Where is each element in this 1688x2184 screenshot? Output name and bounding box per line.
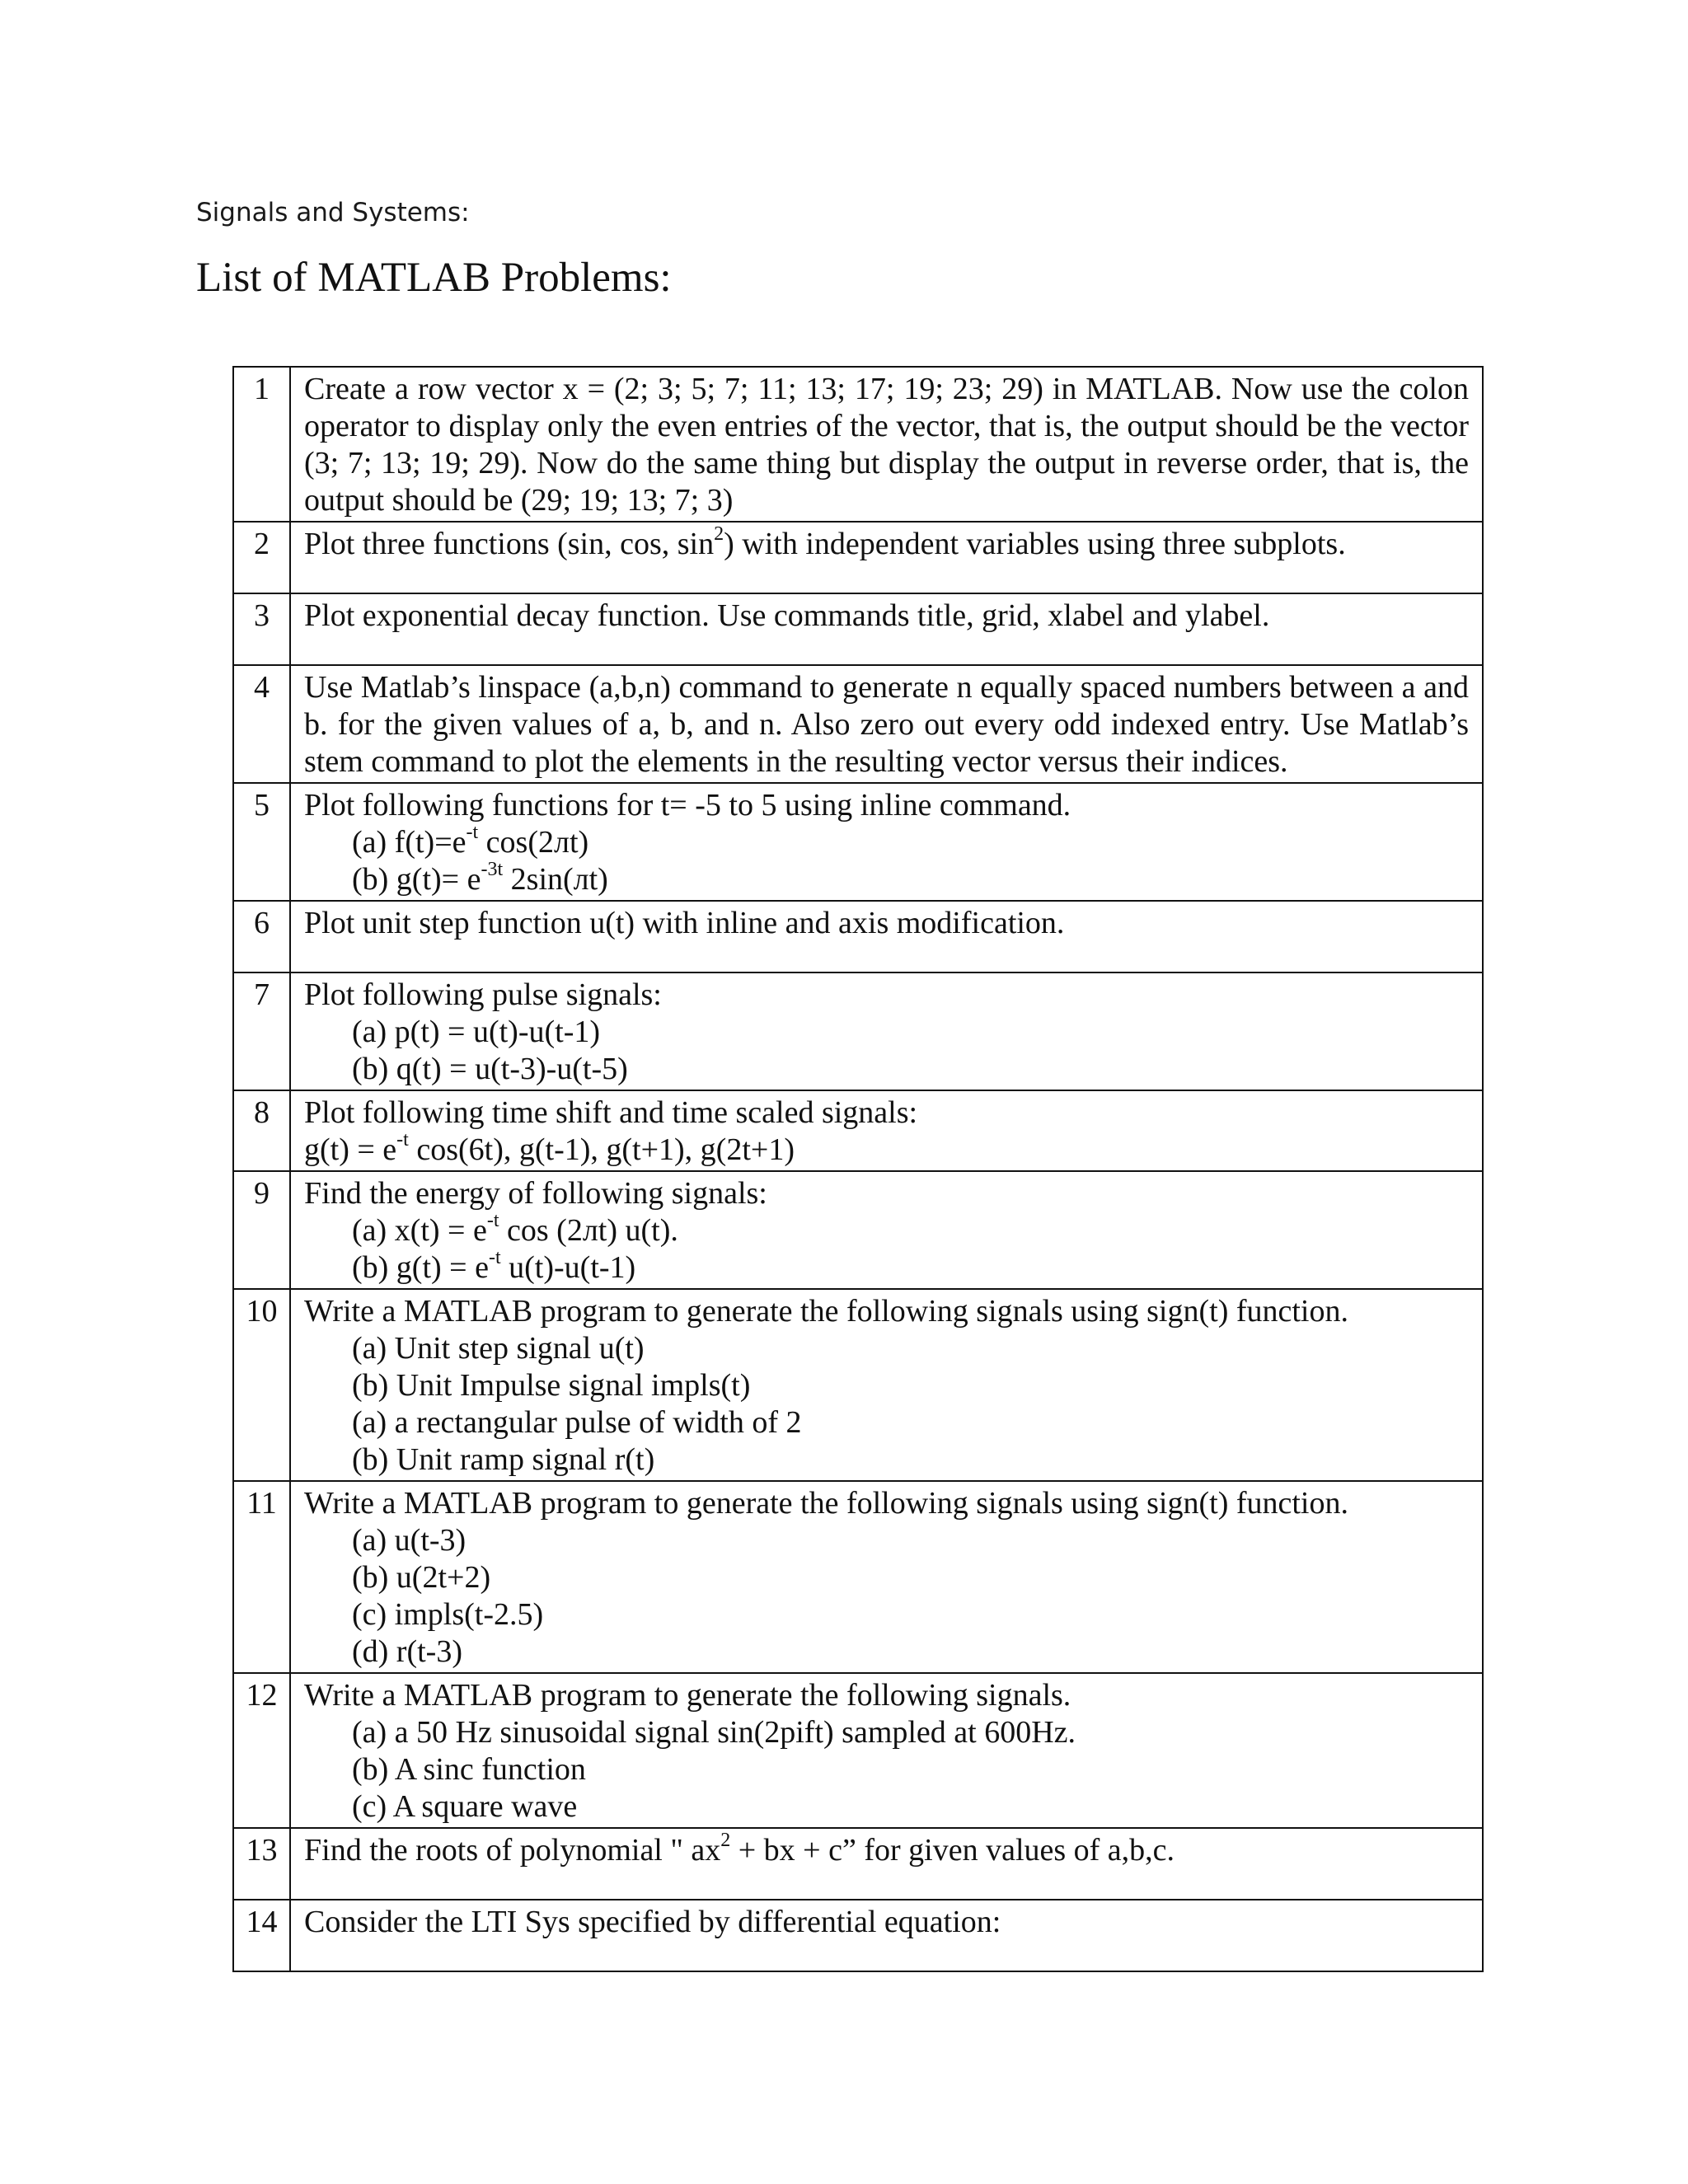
sub-item: (b) $g(t) = e^{-t}$ u(t)-u(t-1): [352, 1247, 636, 1285]
table-row: [233, 367, 1483, 522]
table-row: [233, 901, 1483, 972]
problem-text: Plot unit step function u(t) with inline and axis modification.: [290, 901, 1483, 972]
sub-item: (b) Unit Impulse signal impls(t): [352, 1368, 751, 1403]
sub-item: (a) u(t-3): [352, 1523, 467, 1558]
table-row: [233, 1673, 1483, 1828]
problem-number: 8: [233, 1090, 290, 1171]
problems-table: [232, 366, 1484, 1972]
table-row: [233, 522, 1483, 593]
problem-number: 11: [233, 1481, 290, 1673]
table-row: [233, 972, 1483, 1090]
problem-number: 10: [233, 1289, 290, 1481]
problem-number: 14: [233, 1900, 290, 1971]
table-row: [233, 665, 1483, 783]
problem-text: Plot following time shift and time scaled signals: $g(t) = e^{-t}$ cos(6t), g(t-1), g(t+1), g(2t+1): [290, 1090, 1483, 1171]
sub-item: (b) Unit ramp signal r(t): [352, 1442, 655, 1477]
problem-text: Consider the LTI Sys specified by differential equation:: [290, 1900, 1483, 1971]
problem-text: Plot following functions for t= -5 to 5 using inline command. (a) $f(t)=e^{-t}$ cos(2лt) (b) $g(t)= e^{-3t}$ 2sin(лt): [290, 783, 1483, 901]
table-row: [233, 1900, 1483, 1971]
problem-number: 7: [233, 972, 290, 1090]
sub-item: (a) Unit step signal u(t): [352, 1331, 645, 1366]
problem-text: Create a row vector x = (2; 3; 5; 7; 11; 13; 17; 19; 23; 29) in MATLAB. Now use the colon operator to display only the even entries of the vector, that is, the output should be the vector (3; 7; 13; 19; 29). Now do the same thing but display the output in reverse order, that is, the output should be (29; 19; 13; 7; 3): [290, 367, 1483, 522]
page-title: List of MATLAB Problems:: [196, 255, 672, 301]
problem-text: Write a MATLAB program to generate the following signals using sign(t) function. (a) Unit step signal u(t) (b) Unit Impulse signal impls(t) (a) a rectangular pulse of width of 2 (b) Unit ramp signal r(t): [290, 1289, 1483, 1481]
table-row: [233, 1171, 1483, 1289]
table-row: [233, 593, 1483, 665]
document-header: Signals and Systems:: [196, 198, 470, 227]
problem-number: 6: [233, 901, 290, 972]
table-row: [233, 1289, 1483, 1481]
problem-number: 2: [233, 522, 290, 593]
problem-number: 12: [233, 1673, 290, 1828]
sub-item: (a) a rectangular pulse of width of 2: [352, 1405, 802, 1440]
sub-item: (a) a 50 Hz sinusoidal signal sin(2pift) sampled at 600Hz.: [352, 1715, 1076, 1750]
problem-number: 3: [233, 593, 290, 665]
sub-item: (a) $f(t)=e^{-t}$ cos(2лt): [352, 822, 589, 860]
table-row: [233, 1090, 1483, 1171]
problem-text: Plot exponential decay function. Use commands title, grid, xlabel and ylabel.: [290, 593, 1483, 665]
sub-item: (b) q(t) = u(t-3)-u(t-5): [352, 1052, 628, 1086]
problem-text: Use Matlab’s linspace (a,b,n) command to generate n equally spaced numbers between a and b. for the given values of a, b, and n. Also zero out every odd indexed entry. Use Matlab’s stem command to plot the elements in the resulting vector versus their indices.: [290, 665, 1483, 783]
sub-item: (b) u(2t+2): [352, 1560, 491, 1595]
problem-number: 4: [233, 665, 290, 783]
sub-item: (c) A square wave: [352, 1789, 578, 1824]
table-row: [233, 783, 1483, 901]
problem-text: Write a MATLAB program to generate the following signals. (a) a 50 Hz sinusoidal signal sin(2pift) sampled at 600Hz. (b) A sinc function (c) A square wave: [290, 1673, 1483, 1828]
sub-item: (c) impls(t-2.5): [352, 1597, 544, 1632]
sub-item: (d) r(t-3): [352, 1634, 462, 1669]
problem-text: Plot three functions (sin, cos, $\sin^2$) with independent variables using three subplots.: [290, 522, 1483, 593]
sub-item: (a) $x(t) = e^{-t}$ cos (2лt) u(t).: [352, 1210, 678, 1248]
problem-text: Plot following pulse signals: (a) p(t) = u(t)-u(t-1) (b) q(t) = u(t-3)-u(t-5): [290, 972, 1483, 1090]
problem-number: 1: [233, 367, 290, 522]
problem-text: Write a MATLAB program to generate the following signals using sign(t) function. (a) u(t-3) (b) u(2t+2) (c) impls(t-2.5) (d) r(t-3): [290, 1481, 1483, 1673]
sub-item: (a) p(t) = u(t)-u(t-1): [352, 1015, 601, 1049]
table-row: [233, 1828, 1483, 1900]
sub-item: (b) $g(t)= e^{-3t}$ 2sin(лt): [352, 859, 608, 897]
problem-text: Find the roots of polynomial " $ax^2$ + bx + c” for given values of a,b,c.: [290, 1828, 1483, 1900]
sub-item: (b) A sinc function: [352, 1752, 586, 1787]
table-row: [233, 1481, 1483, 1673]
problem-number: 13: [233, 1828, 290, 1900]
problem-number: 9: [233, 1171, 290, 1289]
problem-number: 5: [233, 783, 290, 901]
problem-text: Find the energy of following signals: (a) $x(t) = e^{-t}$ cos (2лt) u(t). (b) $g(t) = e^{-t}$ u(t)-u(t-1): [290, 1171, 1483, 1289]
